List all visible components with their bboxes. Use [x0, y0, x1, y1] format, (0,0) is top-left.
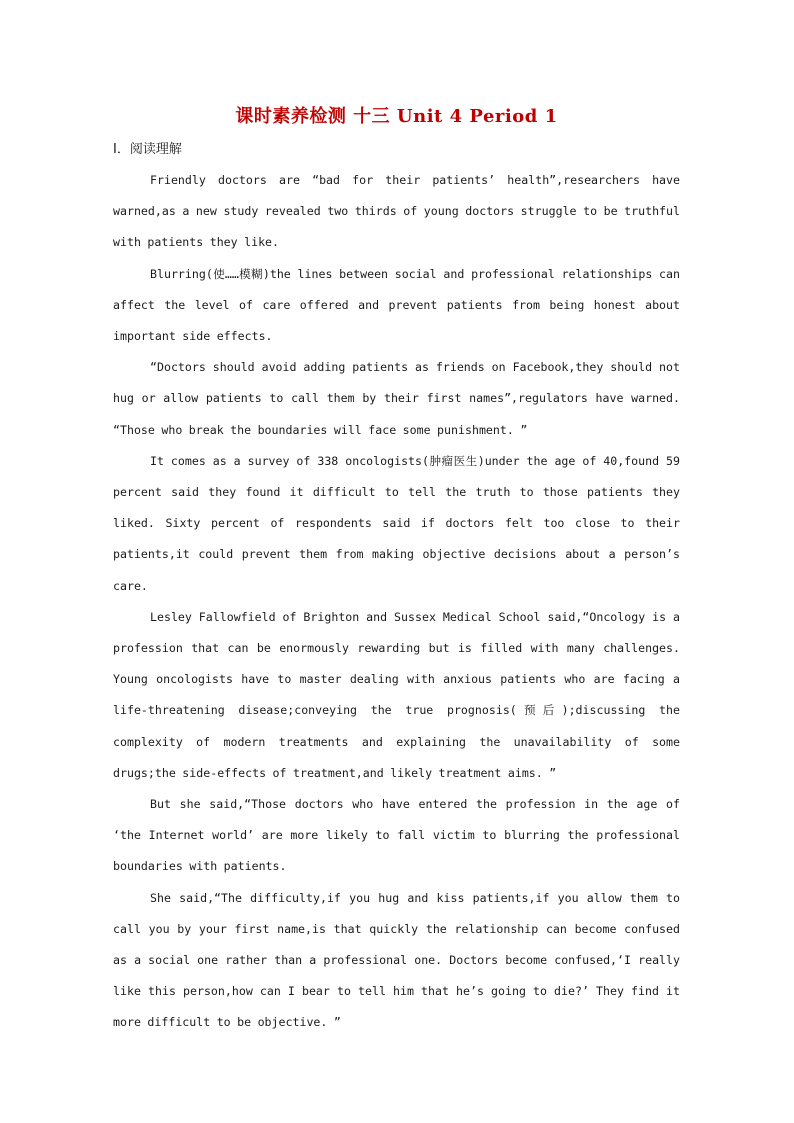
paragraph-6: But she said,“Those doctors who have entered the profession in the age of ‘the Internet world’ are more likely to fall victim to blurring the professional boundaries with patients.: [113, 797, 680, 874]
paragraph-1: Friendly doctors are “bad for their patients’ health”,researchers have warned,as a new study revealed two thirds of young doctors struggle to be truthful with patients they like.: [113, 173, 680, 250]
paragraph-4: It comes as a survey of 338 oncologists(肿瘤医生)under the age of 40,found 59 percent said they found it difficult to tell the truth to those patients they liked. Sixty percent of respondents said if doctors felt too close to their patients,it could prevent them from making objective decisions about a person’s care.: [113, 453, 680, 593]
paragraph-5: Lesley Fallowfield of Brighton and Sussex Medical School said,“Oncology is a profession that can be enormously rewarding but is filled with many challenges. Young oncologists have to master dealing with anxious patients who are facing a life-threatening disease;conveying the true prognosis(预后);discussing the complexity of modern treatments and explaining the unavailability of some drugs;the side-effects of treatment,and likely treatment aims. ”: [113, 609, 680, 780]
paragraph-3: “Doctors should avoid adding patients as friends on Facebook,they should not hug or allow patients to call them by their first names”,regulators have warned. “Those who break the boundaries will face some punishment. ”: [113, 360, 680, 437]
paragraph-7: She said,“The difficulty,if you hug and kiss patients,if you allow them to call you by your first name,is that quickly the relationship can become confused as a social one rather than a professional one. Doctors become confused,‘I really like this person,how can I bear to tell him that he’s going to die?’ They find it more difficult to be objective. ”: [113, 890, 680, 1030]
paragraph-2: Blurring(使……模糊)the lines between social and professional relationships can affect the level of care offered and prevent patients from being honest about important side effects.: [113, 266, 680, 344]
section-heading-reading: Ⅰ．阅读理解: [113, 142, 182, 157]
document-title: 课时素养检测 十三 Unit 4 Period 1: [235, 106, 558, 127]
document-page: [113, 100, 680, 1039]
